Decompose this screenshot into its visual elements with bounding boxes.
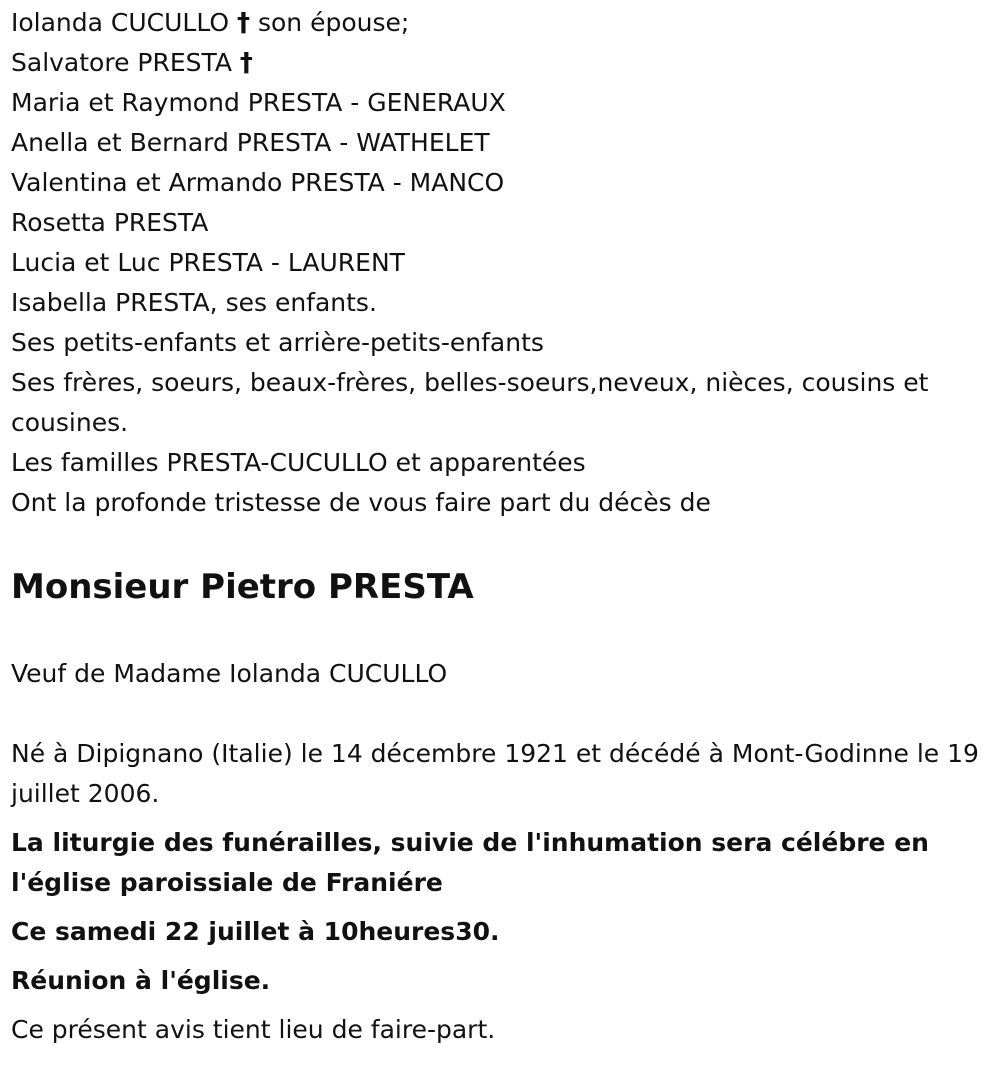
child-line: Maria et Raymond PRESTA - GENERAUX xyxy=(11,88,506,117)
cross-icon: † xyxy=(239,48,253,78)
child-line: Lucia et Luc PRESTA - LAURENT xyxy=(11,248,405,277)
grandchildren-line: Ses petits-enfants et arrière-petits-enfants xyxy=(11,328,544,357)
spouse-line xyxy=(11,3,990,43)
deceased-son-name: Salvatore PRESTA xyxy=(11,48,232,77)
child-line: Valentina et Armando PRESTA - MANCO xyxy=(11,168,505,197)
child-line: Rosetta PRESTA xyxy=(11,208,209,237)
child-line: Isabella PRESTA, ses enfants. xyxy=(11,288,377,317)
cross-icon: † xyxy=(237,8,251,38)
meeting-line: Réunion à l'église. xyxy=(11,966,271,995)
spouse-relation: son épouse; xyxy=(257,8,410,37)
liturgy-line: La liturgie des funérailles, suivie de l'inhumation sera célébre en l'église paroissiale de Franiére xyxy=(11,828,929,897)
spouse-name: Iolanda CUCULLO xyxy=(11,8,230,37)
footer-line: Ce présent avis tient lieu de faire-part. xyxy=(11,1015,496,1044)
siblings-line: Ses frères, soeurs, beaux-frères, belles-soeurs,neveux, nièces, cousins et cousines. xyxy=(11,368,929,437)
deceased-son-line xyxy=(11,43,990,83)
ceremony-date-line: Ce samedi 22 juillet à 10heures30. xyxy=(11,917,500,946)
families-line: Les familles PRESTA-CUCULLO et apparentées xyxy=(11,448,586,477)
child-line: Anella et Bernard PRESTA - WATHELET xyxy=(11,128,490,157)
widower-line: Veuf de Madame Iolanda CUCULLO xyxy=(11,659,448,688)
deceased-name: Monsieur Pietro PRESTA xyxy=(11,567,474,607)
birth-death-line: Né à Dipignano (Italie) le 14 décembre 1921 et décédé à Mont-Godinne le 19 juillet 2006. xyxy=(11,739,979,808)
announcement-line: Ont la profonde tristesse de vous faire part du décès de xyxy=(11,488,711,517)
